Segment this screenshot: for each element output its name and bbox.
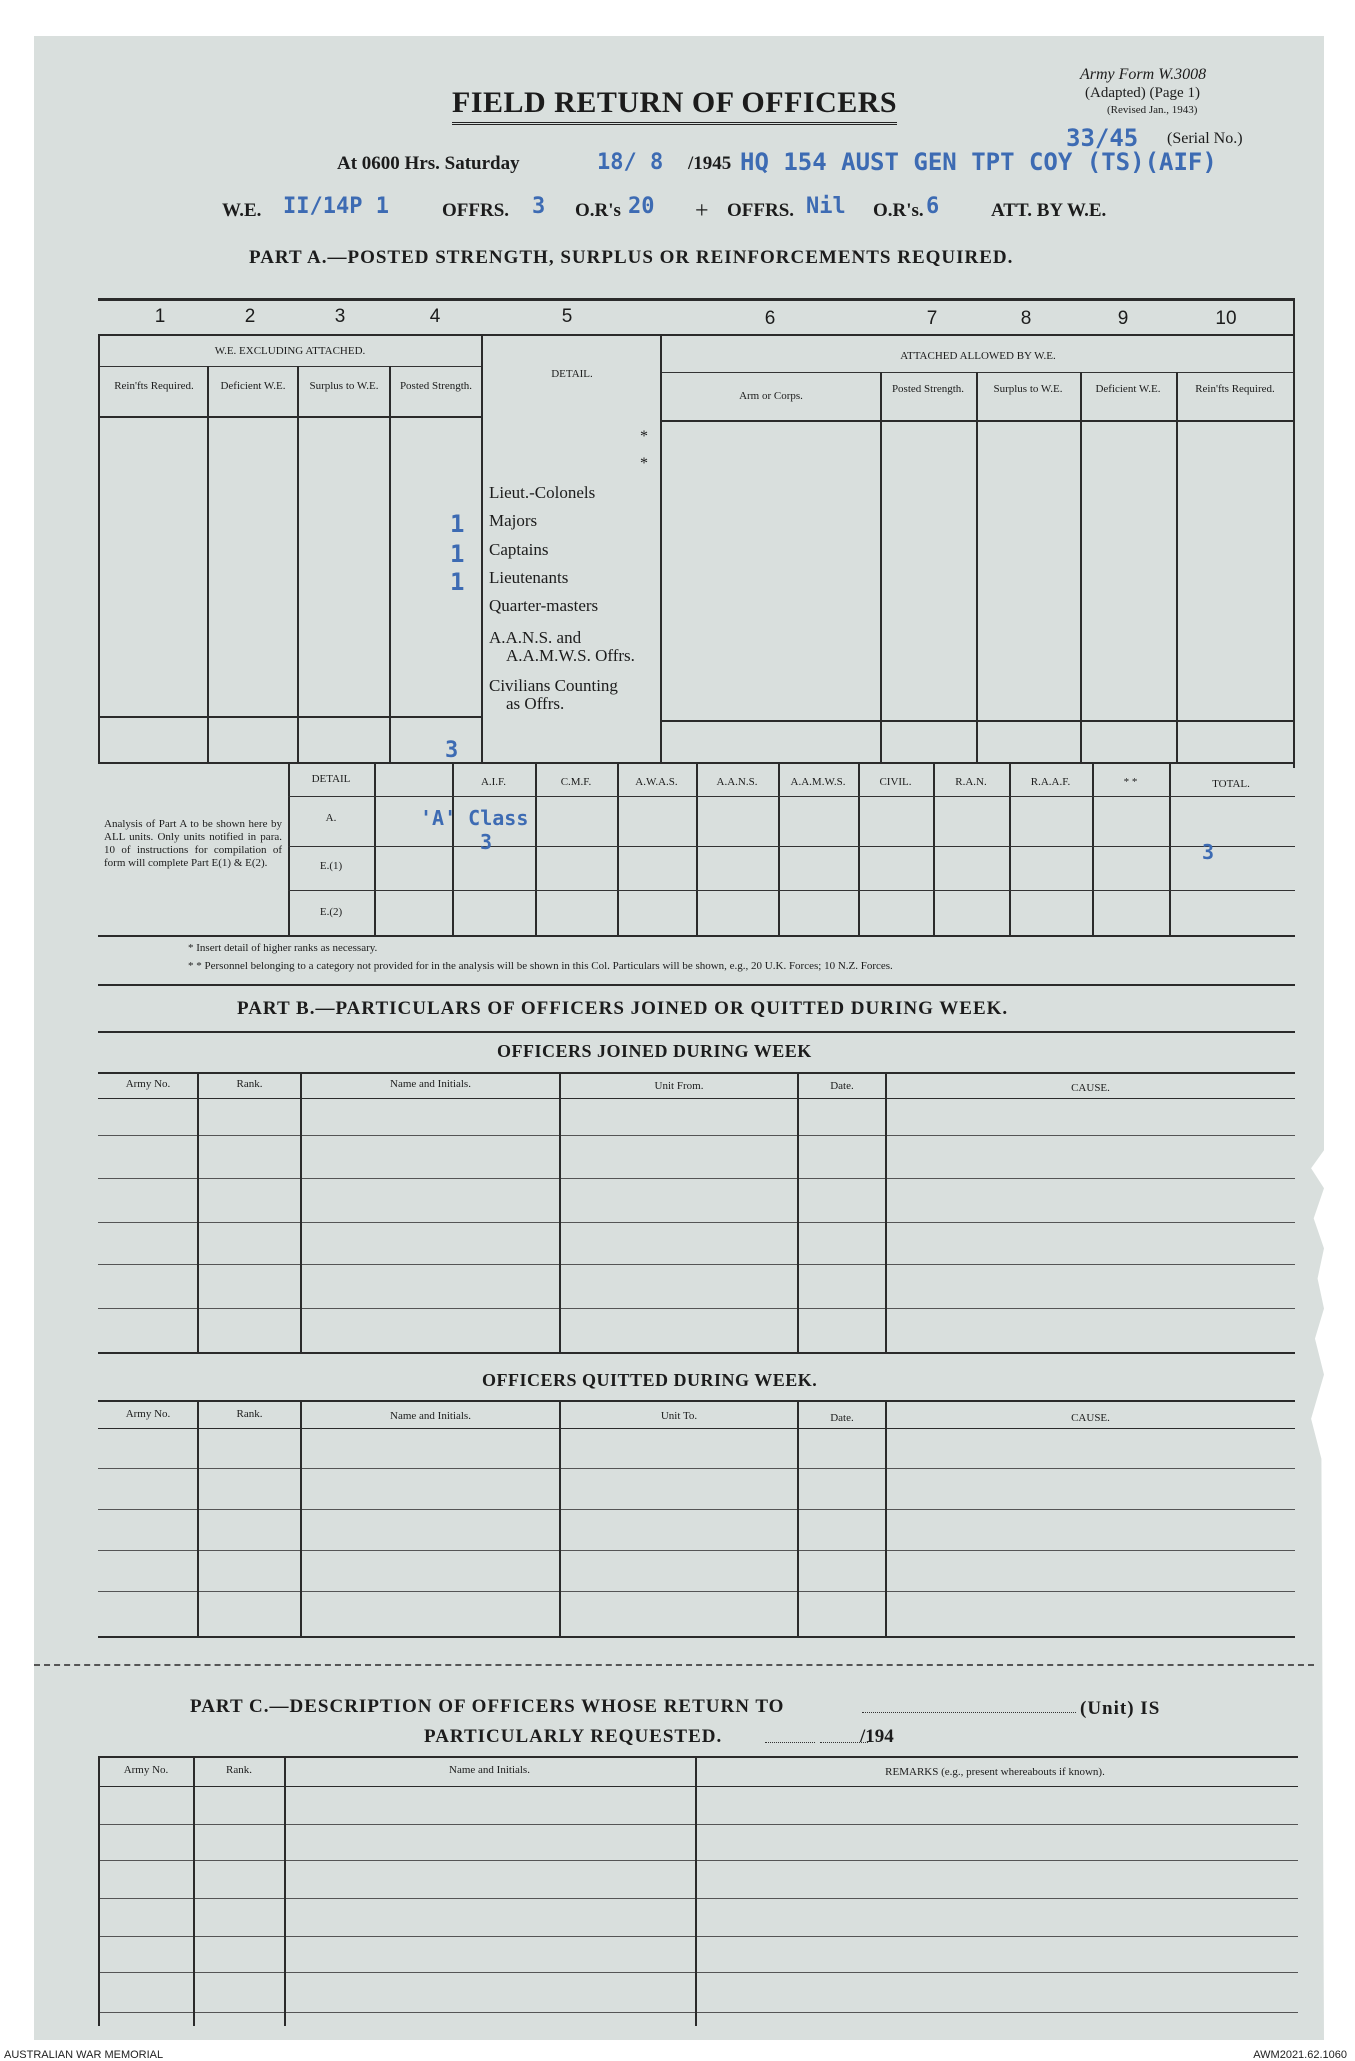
- quitted-header: Date.: [830, 1412, 854, 1424]
- col-number: 8: [1020, 308, 1032, 329]
- detail-header: DETAIL.: [551, 368, 593, 380]
- rule: [98, 2012, 1298, 2013]
- rank-label: A.A.M.W.S. Offrs.: [506, 646, 635, 665]
- year-label: /1945: [688, 153, 732, 174]
- col-number: 5: [561, 306, 573, 327]
- page-title: FIELD RETURN OF OFFICERS: [452, 86, 897, 125]
- asterisk: *: [640, 428, 648, 445]
- part-c-date-template: /194: [860, 1726, 894, 1747]
- joined-title: OFFICERS JOINED DURING WEEK: [497, 1041, 812, 1061]
- quitted-header: Unit To.: [660, 1410, 698, 1422]
- rule: [98, 1135, 1295, 1136]
- rank-label: Majors: [489, 511, 538, 530]
- offrs-label: OFFRS.: [442, 200, 510, 221]
- part-b-title: PART B.—PARTICULARS OF OFFICERS JOINED OR QUITTED DURING WEEK.: [237, 998, 1009, 1019]
- analysis-header: DETAIL: [311, 773, 351, 785]
- footnote-2: * * Personnel belonging to a category not provided for in the analysis will be shown in this Col. Particulars will be shown, e.g., 20 U.K. Forces; 10 N.Z. Forces.: [188, 960, 893, 972]
- col-number: 7: [926, 308, 938, 329]
- posted-majors: 1: [450, 510, 465, 538]
- col-number: 9: [1117, 308, 1129, 329]
- part-c-header: Army No.: [123, 1764, 169, 1776]
- analysis-row-label: E.(1): [319, 860, 343, 872]
- army-form-label: Army Form W.3008: [1080, 66, 1207, 83]
- rule: [885, 1072, 887, 1353]
- rule: [933, 764, 935, 936]
- rule: [98, 1509, 1295, 1510]
- rule: [98, 1550, 1295, 1551]
- right-header: Posted Strength.: [891, 383, 965, 395]
- quitted-header: Rank.: [236, 1408, 263, 1420]
- rule: [1009, 764, 1011, 936]
- analysis-header: A.A.M.W.S.: [790, 776, 846, 788]
- rule: [374, 764, 376, 936]
- rule: [98, 1756, 100, 2026]
- rule: [98, 1860, 1298, 1861]
- analysis-header: * *: [1123, 776, 1138, 788]
- typed-aif-count: 3: [480, 830, 493, 854]
- left-header: Surplus to W.E.: [309, 380, 379, 392]
- rank-label: as Offrs.: [506, 694, 565, 713]
- rule: [98, 1098, 1295, 1099]
- rule: [98, 1591, 1295, 1592]
- part-c-header: Rank.: [226, 1764, 252, 1776]
- rank-label: Quarter-masters: [489, 596, 599, 615]
- rule: [288, 796, 1295, 797]
- joined-header: Date.: [830, 1080, 854, 1092]
- ors-label: O.R's: [575, 200, 621, 221]
- rule: [98, 366, 482, 367]
- offrs-value: 3: [532, 194, 546, 219]
- right-header: Arm or Corps.: [739, 390, 803, 402]
- rule: [797, 1072, 799, 1353]
- rule: [288, 846, 1295, 847]
- ors2-label: O.R's.: [873, 200, 924, 221]
- typed-class: 'A' Class: [420, 806, 529, 830]
- offrs2-label: OFFRS.: [727, 200, 795, 221]
- rank-label: Captains: [489, 540, 549, 559]
- part-c-header: Name and Initials.: [449, 1764, 530, 1776]
- at-label: At 0600 Hrs. Saturday: [337, 153, 520, 174]
- rule: [197, 1400, 199, 1637]
- analysis-header: A.I.F.: [480, 776, 507, 788]
- rule: [695, 1756, 697, 2026]
- rule: [284, 1756, 286, 2026]
- right-header: Deficient W.E.: [1095, 383, 1161, 395]
- right-header: Rein'fts Required.: [1195, 383, 1275, 395]
- left-header: Deficient W.E.: [220, 380, 286, 392]
- joined-header: Unit From.: [654, 1080, 704, 1092]
- rule: [1176, 372, 1178, 764]
- rule: [98, 1756, 1298, 1758]
- quitted-header: CAUSE.: [1071, 1412, 1110, 1424]
- col-number: 4: [429, 306, 441, 327]
- part-c-unit-blank: [862, 1712, 1076, 1713]
- unit-value: HQ 154 AUST GEN TPT COY (TS)(AIF): [740, 148, 1217, 176]
- rule: [1080, 372, 1082, 764]
- part-a-title: PART A.—POSTED STRENGTH, SURPLUS OR REINFORCEMENTS REQUIRED.: [249, 247, 1014, 268]
- rule: [98, 1264, 1295, 1265]
- rule: [696, 764, 698, 936]
- rule: [288, 890, 1295, 891]
- joined-header: Name and Initials.: [390, 1078, 471, 1090]
- rule: [98, 1824, 1298, 1825]
- rule: [559, 1072, 561, 1353]
- rule: [535, 764, 537, 936]
- rule: [559, 1400, 561, 1637]
- quitted-title: OFFICERS QUITTED DURING WEEK.: [482, 1370, 818, 1390]
- rule: [389, 366, 391, 764]
- revised-label: (Revised Jan., 1943): [1107, 104, 1198, 116]
- footnote-1: * Insert detail of higher ranks as necessary.: [188, 942, 378, 954]
- rule: [98, 334, 100, 764]
- col-number-rule: [98, 334, 1295, 336]
- rule: [98, 1786, 1298, 1787]
- rule: [98, 1400, 1295, 1402]
- left-header: Rein'fts Required.: [114, 380, 194, 392]
- offrs2-value: Nil: [806, 194, 846, 219]
- rule: [452, 764, 454, 936]
- rule: [481, 334, 483, 764]
- rule: [98, 1468, 1295, 1469]
- rule: [98, 416, 482, 418]
- rule: [207, 366, 209, 764]
- rule: [98, 1972, 1298, 1973]
- asterisk: *: [640, 455, 648, 472]
- part-c-title-2: PARTICULARLY REQUESTED.: [424, 1726, 723, 1747]
- quitted-header: Army No.: [125, 1408, 171, 1420]
- analysis-header: TOTAL.: [1212, 778, 1250, 790]
- analysis-header: A.W.A.S.: [635, 776, 678, 788]
- analysis-note: Analysis of Part A to be shown here by ALL units. Only units notified in para. 10 of instructions for compilation of form will complete Part E(1) & E(2).: [104, 818, 282, 869]
- rule: [193, 1756, 195, 2026]
- ors2-value: 6: [926, 194, 940, 219]
- we-excluding-header: W.E. EXCLUDING ATTACHED.: [214, 345, 366, 357]
- rule: [98, 1428, 1295, 1429]
- part-c-unit-label: (Unit) IS: [1080, 1698, 1161, 1719]
- att-label: ATT. BY W.E.: [991, 200, 1107, 221]
- right-header: Surplus to W.E.: [993, 383, 1063, 395]
- rule: [98, 1636, 1295, 1638]
- ors-value: 20: [628, 194, 655, 219]
- joined-header: Army No.: [125, 1078, 171, 1090]
- rule: [778, 764, 780, 936]
- rule: [1092, 764, 1094, 936]
- footer-right: AWM2021.62.1060: [1253, 2049, 1347, 2061]
- rule: [98, 1936, 1298, 1937]
- analysis-row-label: E.(2): [319, 906, 343, 918]
- rule: [98, 1222, 1295, 1223]
- analysis-header: R.A.A.F.: [1030, 776, 1071, 788]
- we-label: W.E.: [222, 200, 262, 221]
- part-c-title: PART C.—DESCRIPTION OF OFFICERS WHOSE RETURN TO: [190, 1696, 785, 1717]
- rule: [1293, 298, 1295, 768]
- rule: [858, 764, 860, 936]
- perforation-line: [34, 1664, 1314, 1666]
- typed-total: 3: [1202, 840, 1215, 864]
- analysis-header: R.A.N.: [955, 776, 987, 788]
- rule: [98, 1178, 1295, 1179]
- rule: [797, 1400, 799, 1637]
- part-c-header: REMARKS (e.g., present whereabouts if known).: [885, 1766, 1105, 1778]
- rank-label: Lieutenants: [489, 568, 569, 587]
- part-a-top-rule: [98, 298, 1295, 301]
- rank-label: A.A.N.S. and: [489, 628, 582, 647]
- analysis-header: CIVIL.: [879, 776, 912, 788]
- rule: [297, 366, 299, 764]
- rule: [98, 984, 1295, 986]
- attached-allowed-header: ATTACHED ALLOWED BY W.E.: [900, 350, 1056, 362]
- col-number: 6: [764, 308, 776, 329]
- serial-number: 33/45: [1066, 124, 1139, 152]
- rule: [98, 1031, 1295, 1033]
- serial-label: (Serial No.): [1167, 130, 1243, 147]
- col-number: 1: [154, 306, 166, 327]
- rule: [98, 716, 482, 718]
- plus-sign: +: [695, 198, 709, 224]
- rule: [880, 372, 882, 764]
- date-value: 18/ 8: [597, 150, 664, 175]
- rule: [98, 1308, 1295, 1309]
- rule: [300, 1072, 302, 1353]
- footer-left: AUSTRALIAN WAR MEMORIAL: [4, 2049, 164, 2061]
- analysis-row-label: A.: [325, 812, 337, 824]
- rule: [300, 1400, 302, 1637]
- rank-label: Civilians Counting: [489, 676, 618, 695]
- analysis-header: A.A.N.S.: [716, 776, 758, 788]
- rule: [660, 334, 662, 764]
- joined-header: CAUSE.: [1071, 1082, 1110, 1094]
- rule: [617, 764, 619, 936]
- posted-captains: 1: [450, 540, 465, 568]
- adapted-label: (Adapted) (Page 1): [1085, 85, 1200, 101]
- rank-label: Lieut.-Colonels: [489, 483, 596, 502]
- rule: [98, 1352, 1295, 1354]
- posted-lieutenants: 1: [450, 568, 465, 596]
- col-number: 2: [244, 306, 256, 327]
- rule: [885, 1400, 887, 1637]
- joined-header: Rank.: [236, 1078, 263, 1090]
- we-value: II/14P 1: [283, 194, 389, 219]
- posted-total: 3: [445, 738, 459, 763]
- analysis-header: C.M.F.: [560, 776, 592, 788]
- quitted-header: Name and Initials.: [390, 1410, 471, 1422]
- left-header: Posted Strength.: [399, 380, 473, 392]
- col-number: 3: [334, 306, 346, 327]
- rule: [98, 1072, 1295, 1074]
- rule: [98, 935, 1295, 937]
- rule: [98, 1898, 1298, 1899]
- part-c-date-blank: [765, 1742, 815, 1743]
- col-number: 10: [1215, 308, 1237, 329]
- rule: [660, 720, 1295, 722]
- rule: [197, 1072, 199, 1353]
- rule: [976, 372, 978, 764]
